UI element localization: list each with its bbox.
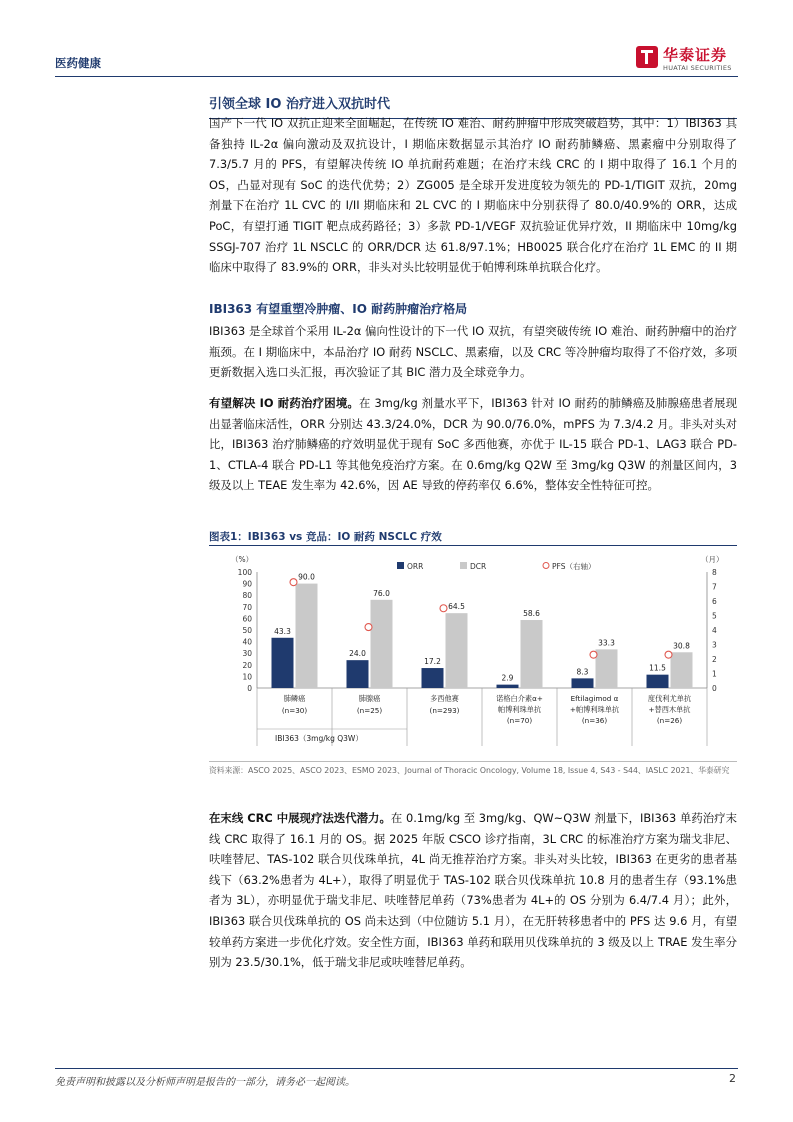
pfs-marker bbox=[365, 624, 372, 631]
category-n: (n=70) bbox=[506, 716, 533, 725]
category-n: (n=293) bbox=[429, 706, 460, 715]
legend-swatch-orr bbox=[397, 562, 404, 569]
intro-paragraph: 国产下一代 IO 双抗正迎来全面崛起，在传统 IO 难治、耐药肿瘤中形成突破趋势，其中：1）IBI363 具备独持 IL-2α 偏向激动及双抗设计，I 期临床数据显示其治疗 IO 耐药肺鳞癌、黑素瘤中分别取得了 7.3/5.7 月的 PFS，有望解决传统 IO 单抗耐药难题；在治疗末线 CRC 的 I 期中取得了 16.1 个月的 OS，凸显对现有 SoC 的迭代优势；2）ZG005 是全球开发进度较为领先的 PD-1/TIGIT 双抗，20mg 剂量下在治疗 1L CVC 的 I/II 期临床和 2L CVC 的 I 期临床中分别获得了 80.0/40.9%的 ORR，达成 PoC，有望打通 TIGIT 靶点成药路径；3）多款 PD-1/VEGF 双抗验证优异疗效，II 期临床中 10mg/kg SSGJ-707 治疗 1L NSCLC 的 ORR/DCR 达 61.8/97.1%；HB0025 联合化疗在治疗 1L EMC 的 II 期临床中取得了 83.9%的 ORR，非头对头比较明显优于帕博利珠单抗联合化疗。 bbox=[209, 116, 737, 275]
paragraph-lead: 在末线 CRC 中展现疗法迭代潜力。 bbox=[209, 811, 391, 825]
category-label: 度伐利尤单抗 bbox=[647, 694, 692, 703]
left-axis-unit: （%） bbox=[231, 555, 254, 564]
left-tick-label: 90 bbox=[242, 579, 252, 589]
bar-label-dcr: 58.6 bbox=[523, 609, 540, 619]
pfs-marker bbox=[665, 651, 672, 658]
huatai-logo-icon bbox=[636, 46, 658, 68]
right-tick-label: 3 bbox=[712, 640, 717, 650]
bar-orr bbox=[272, 638, 294, 688]
left-tick-label: 0 bbox=[247, 684, 252, 693]
paragraph-crc bbox=[209, 808, 737, 973]
legend-label-dcr: DCR bbox=[470, 562, 487, 571]
category-n: (n=25) bbox=[356, 706, 383, 715]
right-tick-label: 4 bbox=[712, 626, 717, 635]
category-n: (n=30) bbox=[281, 706, 308, 715]
left-tick-label: 30 bbox=[242, 649, 252, 659]
bar-orr bbox=[422, 668, 444, 688]
paragraph-body: 在 0.1mg/kg 至 3mg/kg、QW~Q3W 剂量下，IBI363 单药治疗末线 CRC 取得了 16.1 月的 OS。据 2025 年版 CSCO 诊疗指南，3L CRC 的标准治疗方案为瑞戈非尼、呋喹替尼、TAS-102 联合贝伐珠单抗，4L 尚无推荐治疗方案。非头对头比较，IBI363 在更劣的患者基线下（63.2%患者为 4L+），取得了明显优于 TAS-102 联合贝伐珠单抗 10.8 月的患者生存（93.1%患者为 3L），亦明显优于瑞戈非尼、呋喹替尼单药（73%患者为 4L+的 OS 分别为 6.4/7.4 月）；此外，IBI363 联合贝伐珠单抗的 OS 尚未达到（中位随访 5.1 月），在无肝转移患者中的 PFS 达 9.6 月，有望较单药方案进一步优化疗效。安全性方面，IBI363 单药和联用贝伐珠单抗的 3 级及以上 TRAE 发生率分别为 23.5/30.1%，低于瑞戈非尼或呋喹替尼单药。 bbox=[209, 811, 737, 970]
right-tick-label: 7 bbox=[712, 582, 717, 592]
footer-disclaimer: 免责声明和披露以及分析师声明是报告的一部分，请务必一起阅读。 bbox=[55, 1077, 355, 1088]
paragraph-lead: 有望解决 IO 耐药治疗困境。 bbox=[209, 396, 360, 410]
legend-swatch-dcr bbox=[460, 562, 467, 569]
left-tick-label: 70 bbox=[242, 602, 252, 612]
category-label: Eftilagimod α bbox=[570, 694, 619, 703]
header-divider bbox=[55, 76, 738, 77]
bar-label-orr: 43.3 bbox=[274, 626, 291, 636]
bar-dcr bbox=[446, 613, 468, 688]
left-tick-label: 40 bbox=[242, 637, 252, 647]
category-label: 帕博利珠单抗 bbox=[497, 705, 542, 714]
footer-divider bbox=[55, 1068, 738, 1069]
bar-label-dcr: 30.8 bbox=[673, 641, 690, 651]
huatai-logo bbox=[636, 44, 738, 72]
bar-orr bbox=[347, 660, 369, 688]
bar-dcr bbox=[296, 584, 318, 688]
category-n: (n=36) bbox=[581, 716, 608, 725]
legend-label-orr: ORR bbox=[407, 562, 424, 571]
bar-label-orr: 11.5 bbox=[649, 663, 666, 673]
left-tick-label: 10 bbox=[242, 672, 252, 682]
bar-dcr bbox=[521, 620, 543, 688]
left-tick-label: 60 bbox=[242, 614, 252, 624]
bar-dcr bbox=[671, 652, 693, 688]
right-tick-label: 2 bbox=[712, 655, 717, 664]
left-tick-label: 80 bbox=[242, 591, 252, 601]
right-tick-label: 1 bbox=[712, 669, 717, 679]
right-tick-label: 6 bbox=[712, 597, 717, 606]
bar-orr bbox=[647, 675, 669, 688]
right-tick-label: 0 bbox=[712, 684, 717, 693]
bar-label-dcr: 33.3 bbox=[598, 638, 615, 648]
bar-label-dcr: 90.0 bbox=[298, 572, 315, 582]
header-sector: 医药健康 bbox=[55, 56, 101, 70]
figure-source: 资料来源：ASCO 2025、ASCO 2023、ESMO 2023、Journal of Thoracic Oncology, Volume 18, Issue 4, S43 - S44、IASLC 2021、华泰研究 bbox=[209, 761, 737, 777]
bar-orr bbox=[572, 678, 594, 688]
bar-dcr bbox=[371, 600, 393, 688]
bar-dcr bbox=[596, 649, 618, 688]
category-label: +替西木单抗 bbox=[648, 705, 691, 714]
page-number: 2 bbox=[729, 1072, 736, 1085]
paragraph-ibi363-overview: IBI363 是全球首个采用 IL-2α 偏向性设计的下一代 IO 双抗，有望突破传统 IO 难治、耐药肿瘤中的治疗瓶颈。在 I 期临床中，本品治疗 IO 耐药 NSCLC、黑素瘤，以及 CRC 等冷肿瘤均取得了不俗疗效，多项更新数据入选口头汇报，再次验证了其 BIC 潜力及全球竞争力。 bbox=[209, 324, 737, 380]
group-label: IBI363（3mg/kg Q3W） bbox=[275, 734, 363, 743]
category-label: 肺腺癌 bbox=[358, 694, 381, 703]
bar-orr bbox=[497, 685, 519, 688]
category-n: (n=26) bbox=[656, 716, 683, 725]
category-label: 诺格白介素α+ bbox=[496, 694, 543, 703]
right-tick-label: 8 bbox=[712, 568, 717, 577]
paragraph-body: 在 3mg/kg 剂量水平下，IBI363 针对 IO 耐药的肺鳞癌及肺腺癌患者展现出显著临床活性，ORR 分别达 43.3/24.0%，DCR 为 90.0/76.0%，mPFS 为 7.3/4.2 月。非头对头对比，IBI363 治疗肺鳞癌的疗效明显优于现有 SoC 多西他赛，亦优于 IL-15 联合 PD-1、LAG3 联合 PD-1、CTLA-4 联合 PD-L1 等其他免疫治疗方案。在 0.6mg/kg Q2W 至 3mg/kg Q3W 的剂量区间内，3 级及以上 TEAE 发生率为 42.6%，因 AE 导致的停药率仅 6.6%，整体安全性特征可控。 bbox=[209, 396, 737, 493]
bar-label-orr: 8.3 bbox=[576, 667, 589, 677]
right-tick-label: 5 bbox=[712, 611, 717, 621]
bar-label-dcr: 64.5 bbox=[448, 602, 465, 612]
bar-label-orr: 17.2 bbox=[424, 657, 441, 667]
section-title: 引领全球 IO 治疗进入双抗时代 bbox=[209, 93, 737, 119]
subsection-title: IBI363 有望重塑冷肿瘤、IO 耐药肿瘤治疗格局 bbox=[209, 302, 468, 316]
logo-text-en: HUATAI SECURITIES bbox=[663, 64, 732, 72]
left-tick-label: 50 bbox=[242, 626, 252, 635]
paragraph-io-resistance bbox=[209, 393, 737, 496]
pfs-marker bbox=[290, 579, 297, 586]
chart-svg bbox=[209, 548, 737, 753]
right-axis-unit: （月） bbox=[701, 555, 724, 564]
pfs-marker bbox=[590, 651, 597, 658]
logo-text-cn: 华泰证券 bbox=[663, 46, 728, 64]
bar-label-dcr: 76.0 bbox=[373, 588, 390, 598]
figure-title-divider bbox=[209, 545, 737, 546]
bar-label-orr: 2.9 bbox=[501, 673, 514, 683]
left-tick-label: 100 bbox=[237, 568, 252, 577]
figure-title: 图表1：IBI363 vs 竞品：IO 耐药 NSCLC 疗效 bbox=[209, 531, 442, 543]
bar-label-orr: 24.0 bbox=[349, 649, 366, 659]
pfs-marker bbox=[440, 605, 447, 612]
legend-marker-pfs bbox=[543, 563, 549, 569]
legend-label-pfs: PFS（右轴） bbox=[552, 562, 596, 571]
category-label: 多西他赛 bbox=[430, 694, 459, 703]
category-label: +帕博利珠单抗 bbox=[569, 705, 620, 714]
left-tick-label: 20 bbox=[242, 660, 252, 670]
nsclc-efficacy-chart bbox=[209, 548, 737, 753]
category-label: 肺鳞癌 bbox=[283, 694, 306, 703]
